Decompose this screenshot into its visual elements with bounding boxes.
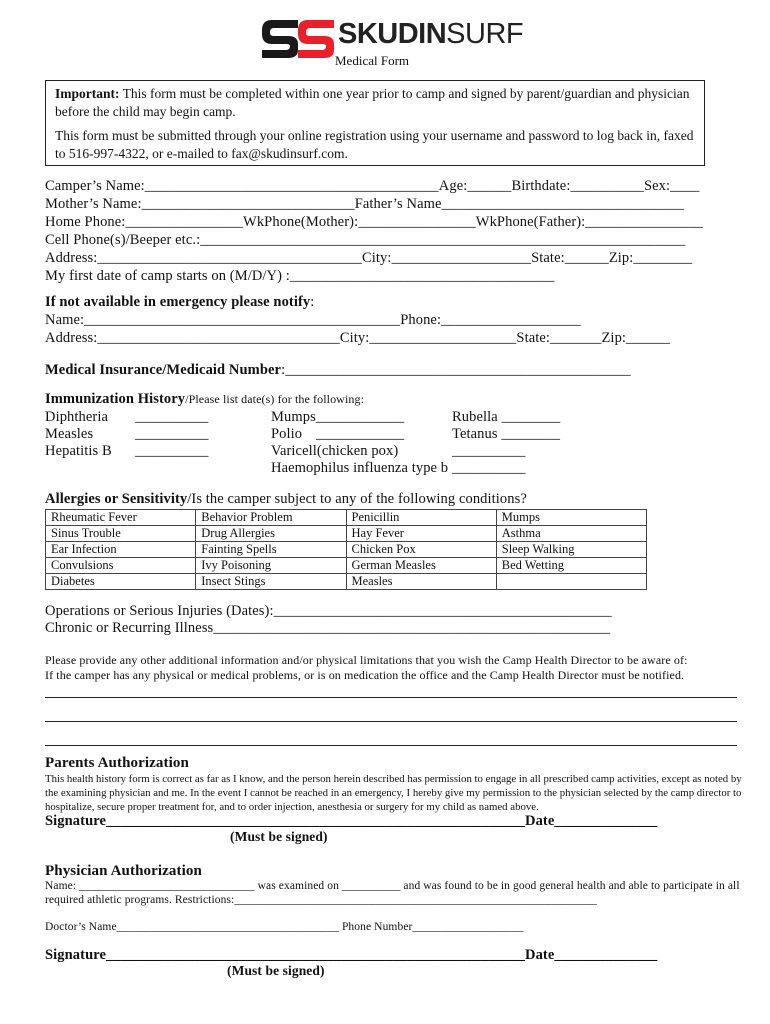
physician-exam-line[interactable]: Name: ______________________________ was examined on __________ and was found to be in good general health and able to participate in all [45,880,740,892]
important-notice-box [45,80,705,166]
condition-cell[interactable]: Diabetes [46,574,196,590]
condition-cell [496,574,646,590]
physician-must-sign-note: (Must be signed) [227,963,325,978]
condition-cell[interactable]: Chicken Pox [346,542,496,558]
immunization-tetanus[interactable]: Tetanus ________ [452,426,561,442]
submission-instructions: This form must be submitted through your online registration using your username and password to log back in, faxed to 516-997-4322, or e-mailed to fax@skudinsurf.com. [55,128,694,161]
immunization-polio: Polio [271,426,303,442]
camp-start-date-line[interactable]: My first date of camp starts on (M/D/Y) :____________________________________ [45,268,555,284]
table-row [46,526,647,542]
logo-s-dark-shape [262,20,298,58]
immunization-rubella[interactable]: Rubella ________ [452,409,561,425]
condition-cell[interactable]: Hay Fever [346,526,496,542]
condition-cell[interactable]: Ivy Poisoning [196,558,346,574]
condition-cell[interactable]: Asthma [496,526,646,542]
phones-line[interactable]: Home Phone:________________WkPhone(Mother):________________WkPhone(Father):________________ [45,214,703,230]
writing-line[interactable] [45,697,737,698]
physician-authorization-heading: Physician Authorization [45,863,202,879]
condition-cell[interactable]: Behavior Problem [196,510,346,526]
address-line[interactable]: Address:____________________________________City:___________________State:______Zip:________ [45,250,693,266]
immunization-varicella: Varicell(chicken pox) [271,443,399,459]
writing-line[interactable] [45,721,737,722]
table-row [46,574,647,590]
condition-cell[interactable]: Measles [346,574,496,590]
condition-cell[interactable]: Rheumatic Fever [46,510,196,526]
condition-cell[interactable]: Penicillin [346,510,496,526]
immunization-mumps: Mumps [271,409,316,425]
condition-cell[interactable]: Drug Allergies [196,526,346,542]
parent-must-sign-note: (Must be signed) [230,829,328,844]
camper-name-line[interactable]: Camper’s Name:________________________________________Age:______Birthdate:__________Sex:____ [45,178,700,194]
immunization-measles-blank[interactable]: __________ [135,426,209,442]
immunization-haemophilus-blank[interactable]: __________ [452,460,526,476]
operations-line[interactable]: Operations or Serious Injuries (Dates):______________________________________________ [45,603,612,619]
physician-signature-line[interactable]: Signature_________________________________________________________Date______________ [45,947,658,963]
important-text: This form must be completed within one year prior to camp and signed by parent/guardian and physician before the child may begin camp. [55,86,690,119]
condition-cell[interactable]: Mumps [496,510,646,526]
immunization-hepatitis-blank[interactable]: __________ [135,443,209,459]
cell-phone-line[interactable]: Cell Phone(s)/Beeper etc.:__________________________________________________________________ [45,232,686,248]
immunization-mumps-blank[interactable]: ____________ [316,409,405,425]
additional-info-prompt: Please provide any other additional information and/or physical limitations that you wish the Camp Health Director to be aware of: [45,653,688,667]
condition-cell[interactable]: Sleep Walking [496,542,646,558]
immunization-haemophilus: Haemophilus influenza type b [271,460,449,476]
condition-cell[interactable]: Insect Stings [196,574,346,590]
immunization-hepatitis: Hepatitis B [45,443,112,459]
immunization-heading: Immunization History/Please list date(s) for the following: [45,391,365,407]
allergies-heading: Allergies or Sensitivity/Is the camper subject to any of the following conditions? [45,491,527,507]
condition-cell[interactable]: Fainting Spells [196,542,346,558]
chronic-illness-line[interactable]: Chronic or Recurring Illness______________________________________________________ [45,620,611,636]
table-row [46,510,647,526]
insurance-line[interactable]: Medical Insurance/Medicaid Number:_______________________________________________ [45,362,631,378]
condition-cell[interactable]: Sinus Trouble [46,526,196,542]
brand-wordmark: SKUDINSURF [338,18,524,50]
medical-notification-note: If the camper has any physical or medical problems, or is on medication the office and the Camp Health Director must be notified. [45,668,685,682]
logo-s-red-shape [298,20,334,58]
immunization-diphtheria: Diphtheria [45,409,109,425]
emergency-heading: If not available in emergency please notify: [45,294,315,310]
parents-name-line[interactable]: Mother’s Name:_____________________________Father’s Name_________________________________ [45,196,685,212]
important-label: Important: [55,86,120,101]
condition-cell[interactable]: Convulsions [46,558,196,574]
emergency-address-line[interactable]: Address:_________________________________City:____________________State:_______Zip:______ [45,330,671,346]
condition-cell[interactable]: Ear Infection [46,542,196,558]
condition-cell[interactable]: German Measles [346,558,496,574]
parents-authorization-heading: Parents Authorization [45,755,189,771]
physician-restrictions-line[interactable]: required athletic programs. Restrictions:______________________________________________________________ [45,894,598,906]
parents-authorization-text: This health history form is correct as far as I know, and the person herein described has permission to engage in all prescribed camp activities, except as noted by the examining physician and me. In the event I cannot be reached in an emergency, I hereby give my permission to the physician selected by the camp director to hospitalize, secure proper treatment for, and to order injection, anesthesia or surgery for my child as named above. [45,773,742,813]
immunization-measles: Measles [45,426,94,442]
immunization-varicella-blank[interactable]: __________ [452,443,526,459]
writing-line[interactable] [45,745,737,746]
immunization-polio-blank[interactable]: ____________ [316,426,405,442]
emergency-name-line[interactable]: Name:___________________________________________Phone:___________________ [45,312,581,328]
doctor-name-phone-line[interactable]: Doctor’s Name______________________________________ Phone Number___________________ [45,921,524,933]
immunization-diphtheria-blank[interactable]: __________ [135,409,209,425]
parent-signature-line[interactable]: Signature_________________________________________________________Date______________ [45,813,658,829]
conditions-table [45,509,647,590]
condition-cell[interactable]: Bed Wetting [496,558,646,574]
table-row [46,542,647,558]
table-row [46,558,647,574]
form-title: Medical Form [335,53,410,68]
